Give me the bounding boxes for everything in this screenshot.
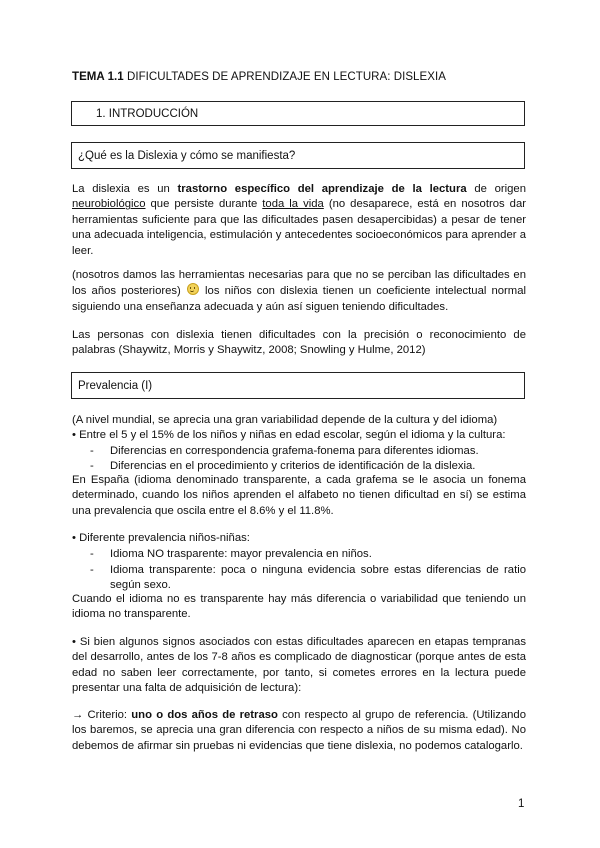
- text-run: con respecto al grupo de referencia. (Utilizando los baremos, se aprecia una gran diferencia con respecto a niños de su misma edad). No debemos de afirmar sin pruebas ni evidencias que tiene dislexia, no podemos catalogarlo.: [72, 709, 526, 752]
- text-run: (no desaparece, está en nosotros dar herramientas suficiente para que las dificultades pasen desapercibidas) a pesar de tener una adecuada inteligencia, estimulación y antecedentes socioeconómicos para aprender a leer.: [72, 198, 526, 257]
- list-item: [90, 460, 475, 472]
- text-run: de origen: [466, 183, 526, 195]
- text-run: (nosotros damos las herramientas necesarias para que no se perciban las dificultades en los años posteriores): [72, 269, 526, 298]
- criterion-paragraph: [72, 708, 526, 754]
- list-item-text: Idioma transparente: poca o ninguna evidencia sobre estas diferencias de ratio según sexo.: [110, 564, 526, 592]
- language-variability-paragraph: Cuando el idioma no es transparente hay más diferencia o variabilidad que teniendo un idioma no transparente.: [72, 593, 526, 621]
- bold-term: uno o dos años de retraso: [131, 709, 278, 721]
- smiley-icon: [187, 283, 199, 295]
- bold-term: trastorno específico del aprendizaje de la lectura: [177, 183, 467, 195]
- text-run: La dislexia es un: [72, 183, 178, 195]
- dyslexia-definition-paragraph: [72, 182, 526, 259]
- list-item-text: Diferencias en correspondencia grafema-fonema para diferentes idiomas.: [110, 445, 479, 457]
- topic-number: TEMA 1.1: [72, 71, 124, 83]
- text-run: que persiste durante: [145, 198, 263, 211]
- underlined-term: neurobiológico: [72, 198, 146, 211]
- early-signs-paragraph: • Si bien algunos signos asociados con estas dificultades aparecen en etapas tempranas del desarrollo, antes de los 7-8 años es complicado de diagnosticar (porque antes de esta edad no saben leer correctamente, por tanto, si cometes errores en la lectura puede presentar una falta de adquisición de lectura):: [72, 636, 526, 695]
- underlined-term: toda la vida: [262, 198, 324, 211]
- dash-marker: -: [90, 548, 94, 560]
- text-run: los niños con dislexia tienen un coeficiente intelectual normal siguiendo una enseñanza adecuada y aún así siguen teniendo dificultades.: [72, 285, 527, 313]
- gender-prevalence-bullet: • Diferente prevalencia niños-niñas:: [72, 532, 250, 544]
- page-number: 1: [518, 798, 525, 810]
- dash-marker: -: [90, 564, 94, 576]
- list-item: [90, 445, 479, 457]
- section-heading-introduction: 1. INTRODUCCIÓN: [71, 101, 525, 126]
- question-heading: ¿Qué es la Dislexia y cómo se manifiesta?: [71, 142, 525, 169]
- topic-title: DIFICULTADES DE APRENDIZAJE EN LECTURA: DISLEXIA: [123, 71, 446, 83]
- text-run: → Criterio:: [72, 709, 132, 721]
- list-item-text: Idioma NO trasparente: mayor prevalencia en niños.: [110, 548, 372, 560]
- list-item: [90, 548, 372, 560]
- document-title: [72, 71, 446, 83]
- tools-paragraph: [72, 268, 526, 315]
- prevalence-heading: Prevalencia (I): [71, 372, 525, 399]
- citation-paragraph: Las personas con dislexia tienen dificultades con la precisión o reconocimiento de palabras (Shaywitz, Morris y Shaywitz, 2008; Snowling y Hulme, 2012): [72, 329, 526, 357]
- dash-marker: -: [90, 460, 94, 472]
- list-item-text: Diferencias en el procedimiento y criterios de identificación de la dislexia.: [110, 460, 476, 472]
- prevalence-intro: (A nivel mundial, se aprecia una gran variabilidad depende de la cultura y del idioma): [72, 414, 498, 426]
- dash-marker: -: [90, 445, 94, 457]
- list-item: [90, 563, 526, 594]
- spain-prevalence-paragraph: En España (idioma denominado transparente, a cada grafema se le asocia un fonema determinado, cuando los niños aprenden el alfabeto no tienen dificultad en sí) se estima una prevalencia que oscila entre el 8.6% y el 11.8%.: [72, 474, 526, 517]
- prevalence-bullet: • Entre el 5 y el 15% de los niños y niñas en edad escolar, según el idioma y la cultura:: [72, 429, 506, 441]
